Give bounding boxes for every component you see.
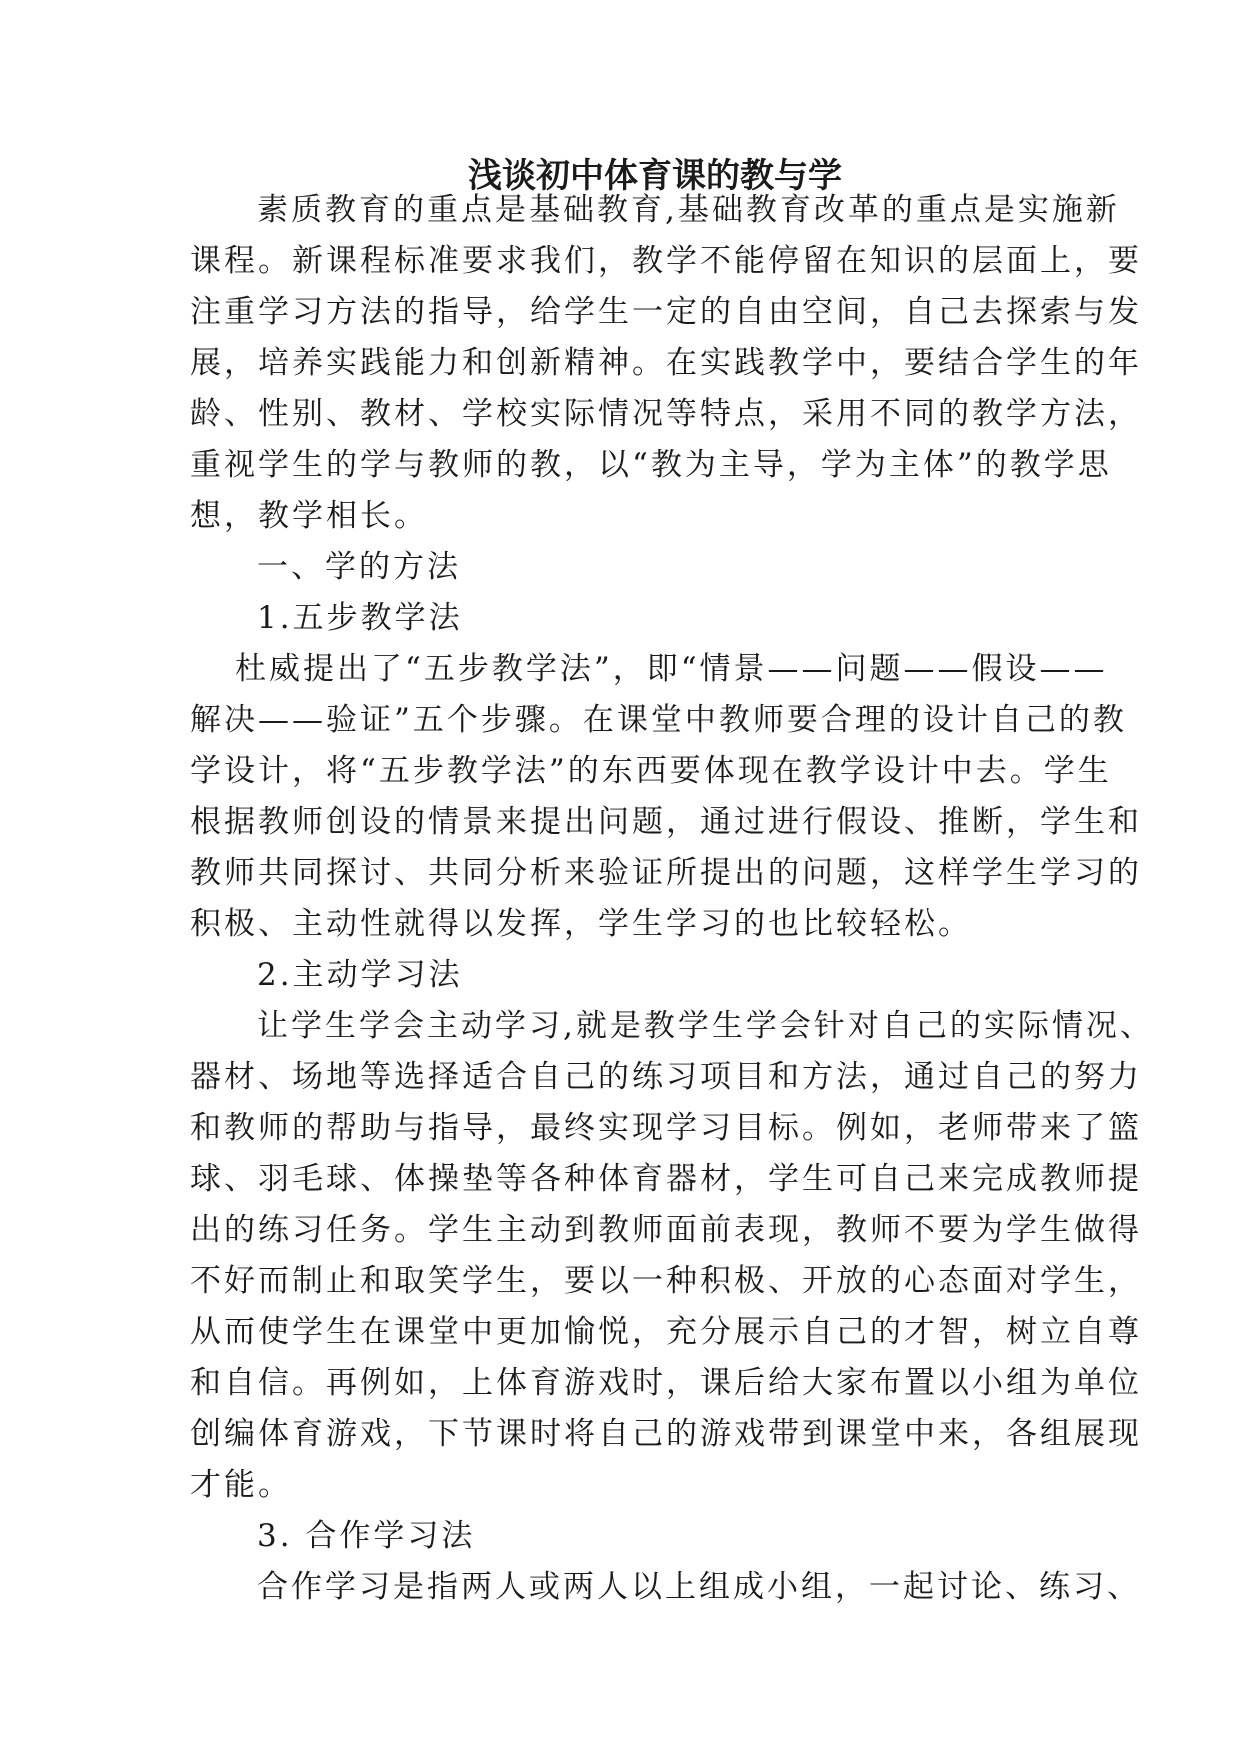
paragraph-line: 器材、场地等选择适合自己的练习项目和方法，通过自己的努力 — [190, 1059, 1142, 1095]
paragraph-line: 想，教学相长。 — [190, 498, 428, 534]
paragraph-line: 创编体育游戏，下节课时将自己的游戏带到课堂中来，各组展现 — [190, 1416, 1142, 1452]
paragraph-line: 展，培养实践能力和创新精神。在实践教学中，要结合学生的年 — [190, 345, 1142, 381]
paragraph-line: 龄、性别、教材、学校实际情况等特点，采用不同的教学方法， — [190, 396, 1142, 432]
paragraph-line: 教师共同探讨、共同分析来验证所提出的问题，这样学生学习的 — [190, 855, 1142, 891]
subsection-heading: 1.五步教学法 — [257, 600, 463, 636]
subsection-heading: 2.主动学习法 — [257, 957, 463, 993]
paragraph-line: 合作学习是指两人或两人以上组成小组，一起讨论、练习、 — [257, 1569, 1141, 1605]
paragraph-line: 课程。新课程标准要求我们，教学不能停留在知识的层面上，要 — [190, 243, 1142, 279]
paragraph-line: 注重学习方法的指导，给学生一定的自由空间，自己去探索与发 — [190, 294, 1142, 330]
paragraph-line: 杜威提出了“五步教学法”，即“情景——问题——假设—— — [235, 651, 1108, 687]
paragraph-line: 积极、主动性就得以发挥，学生学习的也比较轻松。 — [190, 906, 972, 942]
paragraph-line: 不好而制止和取笑学生，要以一种积极、开放的心态面对学生， — [190, 1263, 1142, 1299]
paragraph-line: 素质教育的重点是基础教育,基础教育改革的重点是实施新 — [257, 192, 1120, 228]
subsection-heading: 3. 合作学习法 — [257, 1518, 476, 1554]
paragraph-line: 重视学生的学与教师的教，以“教为主导，学为主体”的教学思 — [190, 447, 1112, 483]
section-heading: 一、学的方法 — [257, 549, 461, 585]
paragraph-line: 球、羽毛球、体操垫等各种体育器材，学生可自己来完成教师提 — [190, 1161, 1142, 1197]
paragraph-line: 让学生学会主动学习,就是教学生学会针对自己的实际情况、 — [257, 1008, 1154, 1044]
paragraph-line: 学设计，将“五步教学法”的东西要体现在教学设计中去。学生 — [190, 753, 1112, 789]
page-title: 浅谈初中体育课的教与学 — [468, 156, 842, 196]
paragraph-line: 和自信。再例如，上体育游戏时，课后给大家布置以小组为单位 — [190, 1365, 1142, 1401]
paragraph-line: 才能。 — [190, 1467, 292, 1503]
paragraph-line: 解决——验证”五个步骤。在课堂中教师要合理的设计自己的教 — [190, 702, 1127, 738]
paragraph-line: 根据教师创设的情景来提出问题，通过进行假设、推断，学生和 — [190, 804, 1142, 840]
paragraph-line: 从而使学生在课堂中更加愉悦，充分展示自己的才智，树立自尊 — [190, 1314, 1142, 1350]
paragraph-line: 和教师的帮助与指导，最终实现学习目标。例如，老师带来了篮 — [190, 1110, 1142, 1146]
paragraph-line: 出的练习任务。学生主动到教师面前表现，教师不要为学生做得 — [190, 1212, 1142, 1248]
